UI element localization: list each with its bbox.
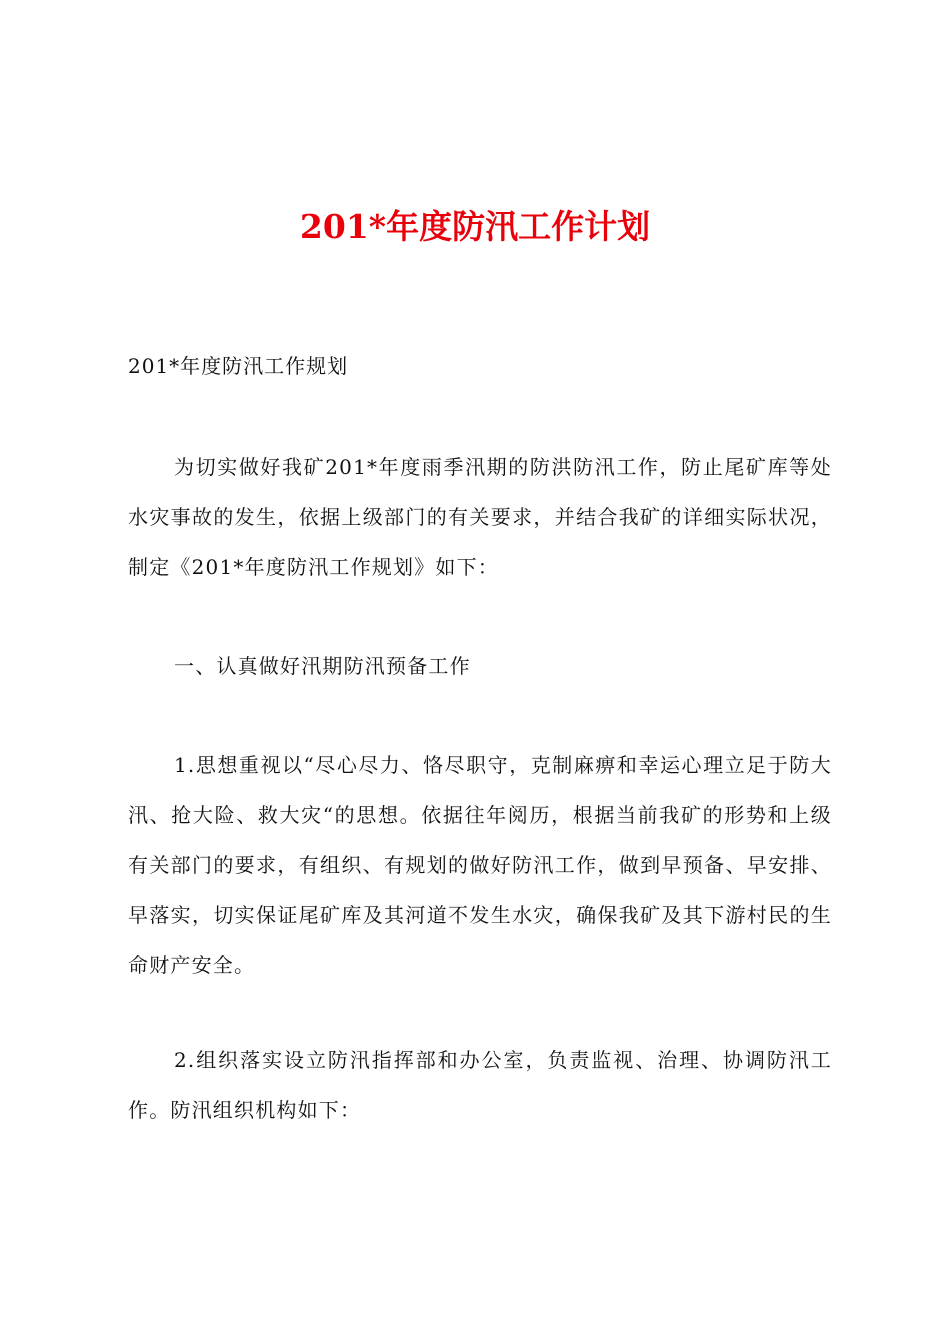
document-subtitle: 201*年度防汛工作规划 [128, 354, 349, 378]
list-item-2-paragraph: 2.组织落实设立防汛指挥部和办公室，负责监视、治理、协调防汛工作。防汛组织机构如下： [128, 1048, 832, 1122]
section-heading: 一、认真做好汛期防汛预备工作 [174, 654, 471, 678]
intro-paragraph: 为切实做好我矿201*年度雨季汛期的防洪防汛工作，防止尾矿库等处水灾事故的发生，依据上级部门的有关要求，并结合我矿的详细实际状况，制定《201*年度防汛工作规划》如下： [128, 455, 832, 579]
list-item-1-paragraph: 1.思想重视以“尽心尽力、恪尽职守，克制麻痹和幸运心理立足于防大汛、抢大险、救大灾“的思想。依据往年阅历，根据当前我矿的形势和上级有关部门的要求，有组织、有规划的做好防汛工作，做到早预备、早安排、早落实，切实保证尾矿库及其河道不发生水灾，确保我矿及其下游村民的生命财产安全。 [128, 753, 832, 977]
document-title: 201*年度防汛工作计划 [299, 207, 651, 246]
